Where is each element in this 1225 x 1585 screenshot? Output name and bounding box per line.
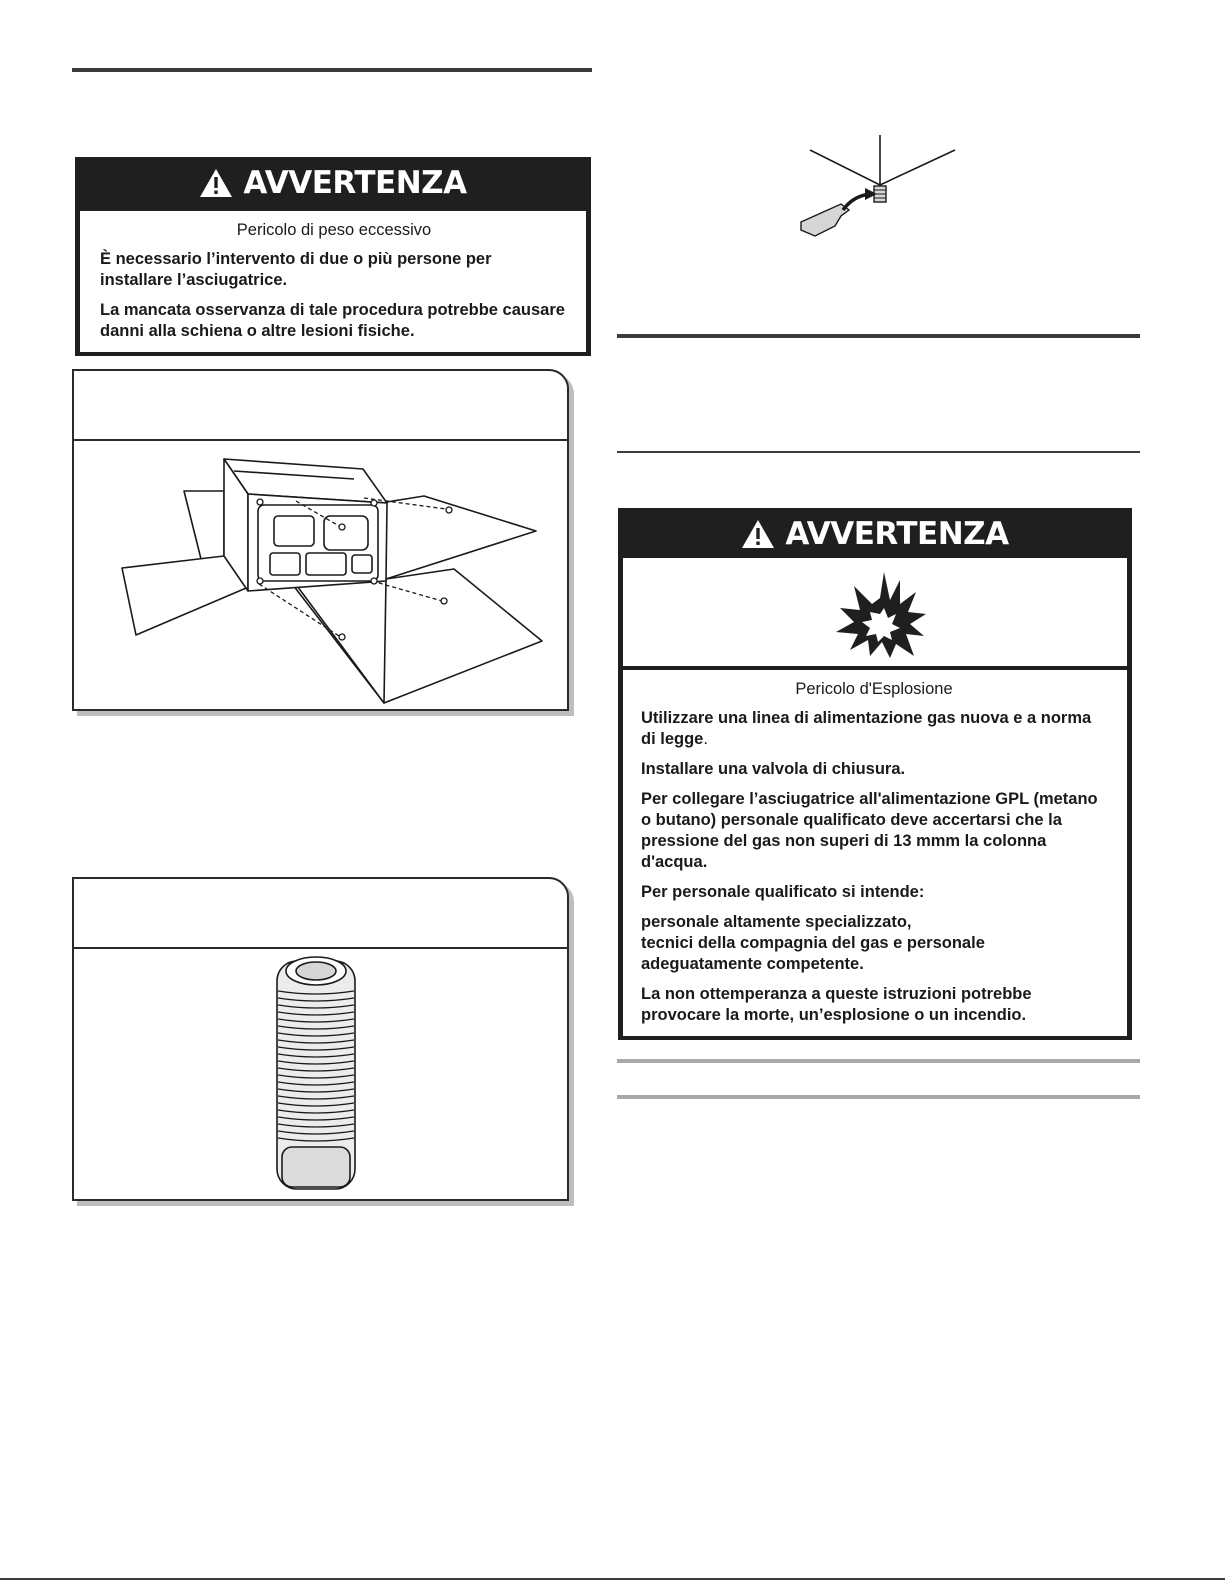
section-rule-right-2 (617, 451, 1140, 453)
warning-title: Pericolo d'Esplosione (795, 680, 953, 698)
page-bottom-rule (0, 1578, 1225, 1580)
warning-triangle-icon (741, 519, 775, 549)
warning-box-weight (75, 157, 591, 356)
figure-panel-vent-hose (72, 877, 569, 1201)
vent-hose-illustration (74, 949, 567, 1199)
warning-triangle-icon (199, 168, 233, 198)
warning-paragraph-3: Per collegare l’asciugatrice all'alimentazione GPL (metano o butano) personale qualificato deve accertarsi che la pressione del gas non superi di 13 mmm la colonna d'acqua. (641, 790, 1098, 871)
figure-panel-header (74, 371, 567, 441)
warning-paragraph-4: Per personale qualificato si intende: (641, 883, 925, 901)
dryer-carton-illustration (74, 441, 567, 709)
warning-paragraph-1: Utilizzare una linea di alimentazione gas nuova e a norma di legge. (641, 709, 1092, 748)
warning-paragraph-5: personale altamente specializzato, tecnici della compagnia del gas e personale adeguatamente competente. (641, 913, 985, 973)
figure-panel-header (74, 879, 567, 949)
warning-paragraph-6: La non ottemperanza a queste istruzioni potrebbe provocare la morte, un’esplosione o un incendio. (641, 985, 1032, 1024)
section-rule-top-left (72, 68, 592, 72)
warning-paragraph-2: La mancata osservanza di tale procedura potrebbe causare danni alla schiena o altre lesioni fisiche. (100, 301, 565, 340)
leveling-foot-illustration (795, 130, 965, 250)
section-rule-right-4 (617, 1095, 1140, 1099)
warning-header (75, 157, 591, 209)
warning-box-explosion (618, 508, 1132, 1040)
section-rule-right-1 (617, 334, 1140, 338)
warning-title: Pericolo di peso eccessivo (236, 221, 432, 239)
warning-header (618, 508, 1132, 560)
warning-paragraph-1: È necessario l’intervento di due o più persone per installare l’asciugatrice. (100, 250, 492, 289)
figure-panel-dryer-carton (72, 369, 569, 711)
explosion-icon (830, 570, 930, 660)
warning-heading: AVVERTENZA (243, 165, 467, 201)
warning-paragraph-2: Installare una valvola di chiusura. (641, 760, 906, 778)
warning-heading: AVVERTENZA (785, 516, 1009, 552)
section-rule-right-3 (617, 1059, 1140, 1063)
explosion-symbol-area (623, 558, 1127, 666)
